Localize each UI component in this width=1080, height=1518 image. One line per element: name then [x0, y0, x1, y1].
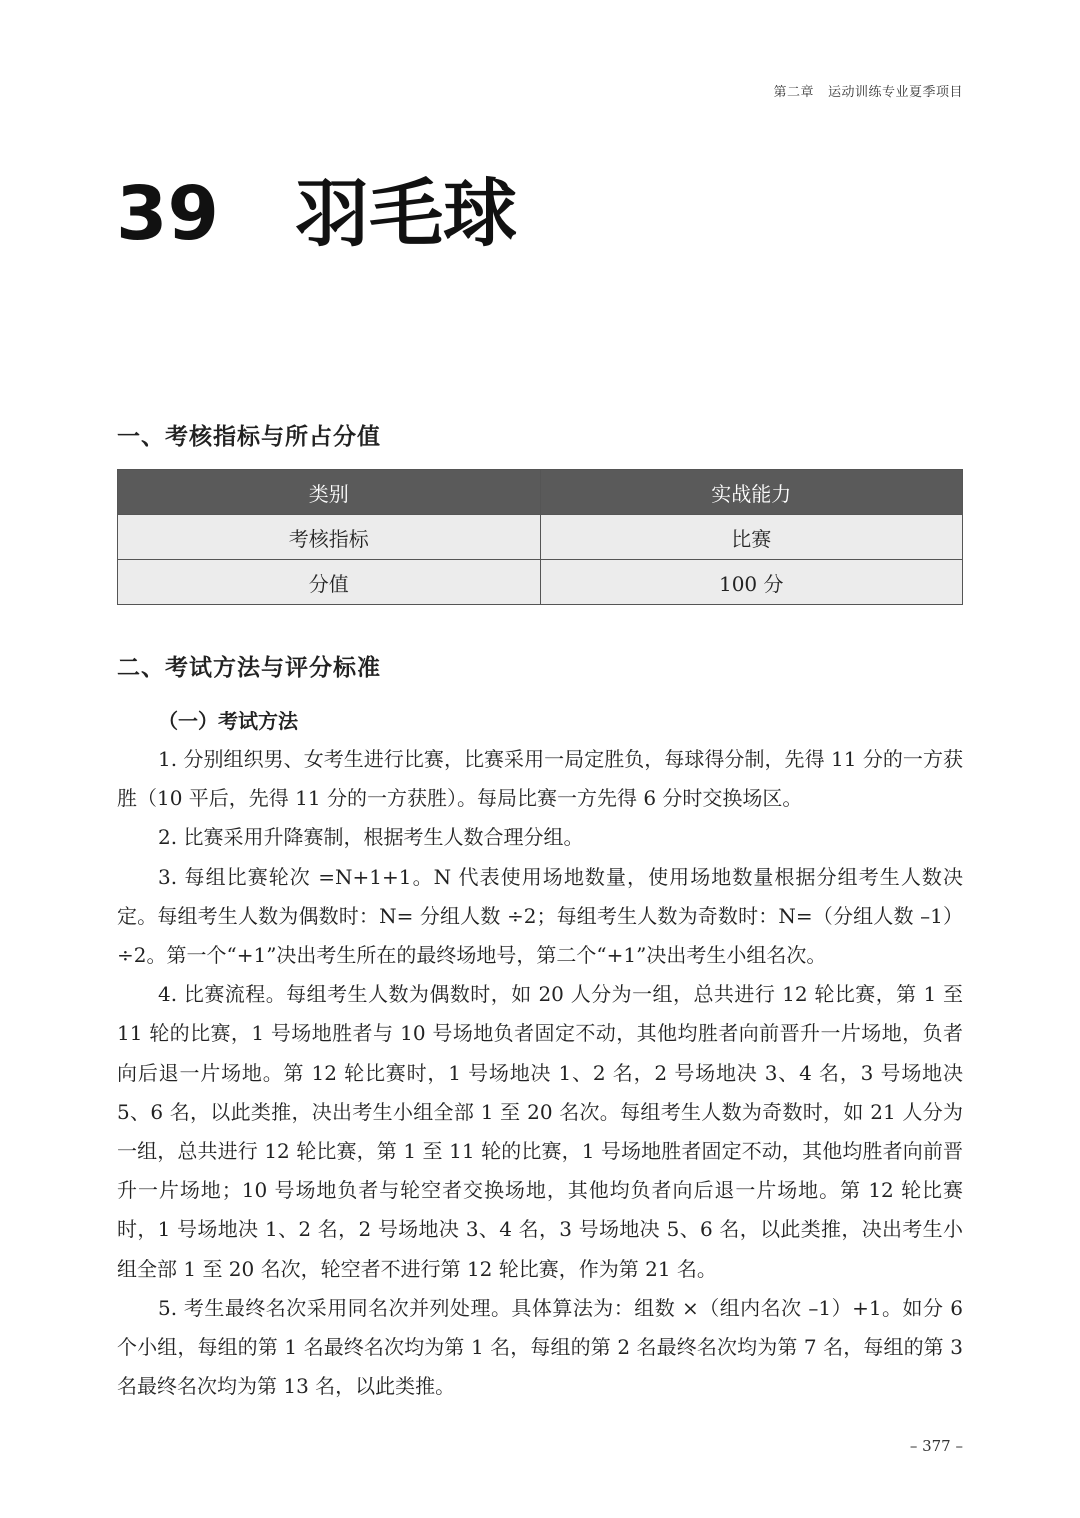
- body-text: [117, 740, 963, 1406]
- paragraph: 3. 每组比赛轮次 =N+1+1。N 代表使用场地数量，使用场地数量根据分组考生人数决定。每组考生人数为偶数时：N= 分组人数 ÷2；每组考生人数为奇数时：N=（分组人数 –1）÷2。第一个“+1”决出考生所在的最终场地号，第二个“+1”决出考生小组名次。: [117, 864, 963, 968]
- table-row: [118, 515, 963, 560]
- table-row: [118, 560, 963, 605]
- score-table: [117, 469, 963, 605]
- paragraph: 5. 考生最终名次采用同名次并列处理。具体算法为：组数 ×（组内名次 –1）+1。如分 6 个小组，每组的第 1 名最终名次均为第 1 名，每组的第 2 名最终名次均为第 7 名，每组的第 3 名最终名次均为第 13 名，以此类推。: [117, 1295, 963, 1399]
- table-header-cell: 实战能力: [540, 470, 963, 515]
- table-cell: 100 分: [540, 560, 963, 605]
- section-heading-1: 一、考核指标与所占分值: [117, 423, 381, 450]
- running-header-section: 运动训练专业夏季项目: [827, 85, 963, 100]
- table-header-cell: 类别: [118, 470, 541, 515]
- paragraph: 4. 比赛流程。每组考生人数为偶数时，如 20 人分为一组，总共进行 12 轮比赛，第 1 至 11 轮的比赛，1 号场地胜者与 10 号场地负者固定不动，其他均胜者向前晋升一片场地，负者向后退一片场地。第 12 轮比赛时，1 号场地决 1、2 名，2 号场地决 3、4 名，3 号场地决 5、6 名，以此类推，决出考生小组全部 1 至 20 名次。每组考生人数为奇数时，如 21 人分为一组，总共进行 12 轮比赛，第 1 至 11 轮的比赛，1 号场地胜者固定不动，其他均胜者向前晋升一片场地；10 号场地负者与轮空者交换场地，其他均负者向后退一片场地。第 12 轮比赛时，1 号场地决 1、2 名，2 号场地决 3、4 名，3 号场地决 5、6 名，以此类推，决出考生小组全部 1 至 20 名次，轮空者不进行第 12 轮比赛，作为第 21 名。: [117, 982, 963, 1281]
- running-header-chapter: 第二章: [773, 85, 814, 100]
- running-header: [773, 81, 963, 100]
- subsection-heading: （一）考试方法: [158, 709, 298, 733]
- table-header-row: [118, 470, 963, 515]
- paragraph: 2. 比赛采用升降赛制，根据考生人数合理分组。: [158, 825, 584, 850]
- chapter-name: 羽毛球: [294, 171, 517, 257]
- paragraph: 1. 分别组织男、女考生进行比赛，比赛采用一局定胜负，每球得分制，先得 11 分的一方获胜（10 平后，先得 11 分的一方获胜）。每局比赛一方先得 6 分时交换场区。: [117, 747, 963, 811]
- table-cell: 比赛: [540, 515, 963, 560]
- chapter-title: [116, 168, 517, 260]
- chapter-number: 39: [116, 171, 219, 257]
- section-heading-2: 二、考试方法与评分标准: [117, 654, 381, 681]
- page-number: – 377 –: [909, 1437, 963, 1455]
- table-cell: 考核指标: [118, 515, 541, 560]
- table-cell: 分值: [118, 560, 541, 605]
